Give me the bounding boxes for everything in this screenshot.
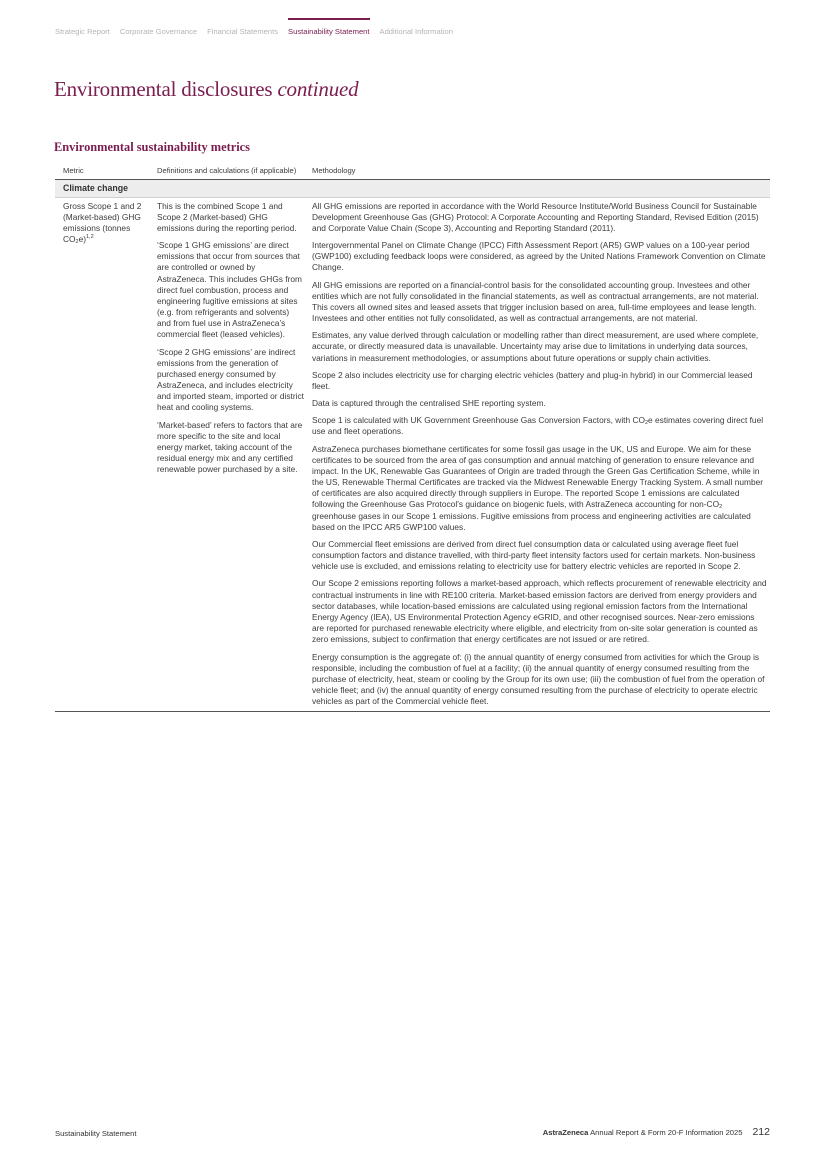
co2-subscript: 2: [719, 504, 723, 511]
page-title-main: Environmental disclosures: [54, 77, 273, 101]
definition-paragraph: ‘Scope 1 GHG emissions’ are direct emissions that occur from sources that are controlled or owned by AstraZeneca. This includes GHGs from direct fuel combustion, process and engineering fugitive emissions at sites (e.g. from refrigerants and solvents) and from fuel use in AstraZeneca’s commercial fleet (leased vehicles).: [157, 240, 302, 340]
table-row: [55, 198, 770, 713]
methodology-paragraph: All GHG emissions are reported on a financial-control basis for the consolidated accounting group. Investees and other entities which are not fully consolidated in the financial statements, as well as contractual arrangements, are not material. This covers all owned sites and leased assets that trigger inclusion based on area, full-time employees and lease length. Investees and other entities not fully consolidated, as well as contractual arrangements, are not material.: [312, 279, 759, 324]
definitions-cell: [156, 201, 304, 708]
metric-subscript: 2: [75, 239, 79, 246]
section-nav: [55, 18, 453, 36]
footnote-ref: 1,2: [86, 234, 94, 241]
header-methodology: Methodology: [312, 166, 356, 175]
nav-financial-statements[interactable]: Financial Statements: [207, 27, 279, 36]
metric-cell: [55, 201, 156, 708]
table-header: [55, 167, 770, 180]
section-title: Environmental sustainability metrics: [54, 140, 250, 154]
page-number: 212: [752, 1126, 770, 1138]
definition-paragraph: ‘Scope 2 GHG emissions’ are indirect emissions from the generation of purchased energy consumed by AstraZeneca, and includes electricity and imported steam, imported or district heat and cooling systems.: [157, 346, 305, 413]
nav-strategic-report[interactable]: Strategic Report: [55, 27, 110, 36]
page-title-continued: continued: [277, 77, 359, 101]
category-climate-change: Climate change: [55, 180, 770, 198]
header-metric: Metric: [63, 166, 84, 175]
header-definitions: Definitions and calculations (if applicable): [157, 166, 297, 175]
footer-report-name: Annual Report & Form 20-F Information 2025: [590, 1128, 743, 1137]
methodology-paragraph: All GHG emissions are reported in accordance with the World Resource Institute/World Business Council for Sustainable Development Greenhouse Gas (GHG) Protocol: A Corporate Accounting and Reporting Standard, Revised Edition (2015) and Corporate Value Chain (Scope 3), Accounting and Reporting Standard (2011).: [312, 200, 759, 233]
methodology-paragraph: Our Commercial fleet emissions are derived from direct fuel consumption data or calculated using average fleet fuel consumption factors and distance travelled, with third-party fleet intensity factors used for certain markets. Non-business vehicle use is excluded, and emissions relating to electricity use for battery electric vehicles are reported in Scope 2.: [312, 538, 756, 572]
methodology-paragraph: Scope 2 also includes electricity use for charging electric vehicles (battery and plug-in hybrid) in our Commercial leased fleet.: [312, 369, 753, 391]
nav-additional-information[interactable]: Additional Information: [379, 27, 453, 36]
footer-section: Sustainability Statement: [55, 1129, 137, 1138]
methodology-paragraph: [312, 415, 770, 437]
methodology-cell: [304, 201, 770, 708]
footer-brand: AstraZeneca: [542, 1128, 589, 1137]
metric-name: Gross Scope 1 and 2 (Market-based) GHG emissions (tonnes CO: [63, 200, 142, 245]
page-title: [54, 77, 358, 102]
co2-subscript: 2: [644, 420, 649, 427]
methodology-text: AstraZeneca purchases biomethane certificates for some fossil gas usage in the UK, US and Europe. We aim for these certificates to be sourced from the area of gas consumption and annual matching of generation to ensure relevance and impact. In the UK, Renewable Gas Guarantees of Origin are traded through the Green Gas Certification Scheme, while in the US, Renewable Thermal Certificates are tracked via the Midwest Renewable Energy Tracking System. A small number of certificates are also acquired directly through suppliers in Europe. The reported Scope 1 emissions are calculated following the Greenhouse Gas Protocol’s guidance on biogenic fuels, with AstraZeneca accounting for non-CO: [312, 443, 764, 510]
nav-sustainability-statement[interactable]: Sustainability Statement: [288, 18, 369, 36]
methodology-paragraph: Intergovernmental Panel on Climate Change (IPCC) Fifth Assessment Report (AR5) GWP values on a 100-year period (GWP100) excluding feedback loops were considered, as agreed by the United Nations Framework Convention on Climate Change.: [312, 240, 766, 273]
footer-report-title: [543, 1128, 743, 1137]
methodology-text: e estimates covering direct fuel use and fleet operations.: [312, 415, 764, 437]
methodology-paragraph: Energy consumption is the aggregate of: (i) the annual quantity of energy consumed from activities for which the Group is responsible, including the combustion of fuel at a facility; (ii) the annual quantity of energy consumed resulting from the purchase of electricity, heat, steam or cooling by the Group for its own use; (iii) the combustion of fuel from the operation of vehicle fleet; and (iv) the annual quantity of energy consumed resulting from the purchase of electricity to operate electric vehicles as part of the Commercial vehicle fleet.: [312, 651, 765, 707]
definition-paragraph: ‘Market-based’ refers to factors that are more specific to the site and local energy market, taking account of the residual energy mix and any certified renewable power purchased by a site.: [157, 419, 303, 475]
methodology-paragraph: Estimates, any value derived through calculation or modelling rather than direct measurement, are used where complete, accurate, or directly measured data is unavailable. Uncertainty may arise due to limitations in underlying data sources, variations in measurement methodologies, or assumptions about future operations or supply chain activities.: [312, 330, 759, 363]
methodology-paragraph: Data is captured through the centralised SHE reporting system.: [312, 398, 546, 409]
footer-report: [543, 1126, 770, 1138]
nav-corporate-governance[interactable]: Corporate Governance: [119, 27, 198, 36]
definition-paragraph: This is the combined Scope 1 and Scope 2 (Market-based) GHG emissions during the reporting period.: [157, 200, 297, 233]
methodology-paragraph: [312, 444, 770, 533]
metrics-table: [55, 167, 770, 712]
metric-name-end: e): [78, 234, 86, 245]
methodology-text: Scope 1 is calculated with UK Government Greenhouse Gas Conversion Factors, with CO: [312, 415, 645, 426]
methodology-text: greenhouse gases in our Scope 1 emissions. Fugitive emissions from process and engineering activities are calculated based on the IPCC AR5 GWP100 values.: [312, 510, 751, 532]
methodology-paragraph: Our Scope 2 emissions reporting follows a market-based approach, which reflects procurement of renewable electricity and contractual instruments in line with RE100 criteria. Market-based emission factors are derived from energy providers and sector databases, while location-based emissions are calculated using regional emission factors from the International Energy Agency (IEA), US Environmental Protection Agency eGRID, and other recognised sources. Near-zero emissions are reported for purchased renewable electricity where eligible, and electricity from on-site solar generation is counted as zero emissions, subject to confirmation that energy certificates are not issued or are retired.: [312, 578, 767, 645]
